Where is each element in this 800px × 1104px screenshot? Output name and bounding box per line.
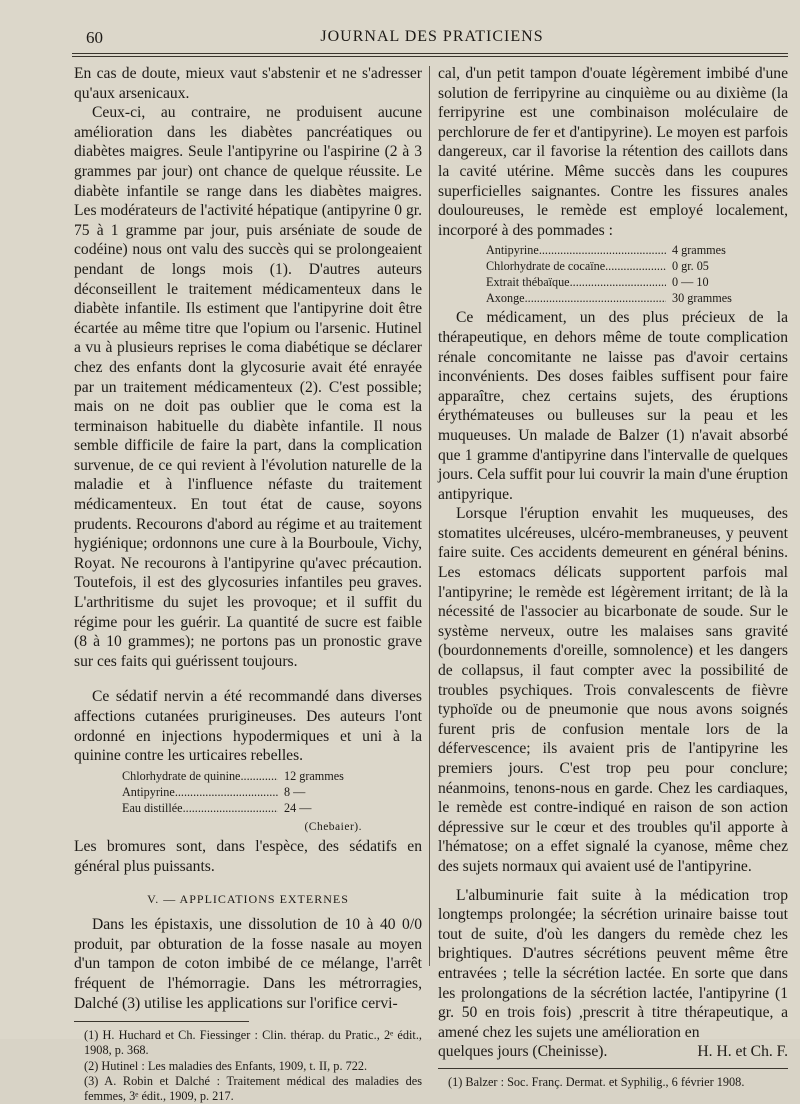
prescription-row	[122, 784, 362, 800]
prescription-right	[486, 242, 742, 306]
ingredient-name: Eau distillée	[122, 800, 183, 815]
ingredient-name: Chlorhydrate de cocaïne	[486, 259, 606, 274]
prescription-row	[486, 242, 742, 258]
paragraph: Ceux-ci, au contraire, ne produisent aucune amélioration dans les diabètes pancréatiques ou diabètes maigres. Seule l'antipyrine ou l'aspirine (2 à 3 grammes par jour) ont chance de quelque réussite. Le diabète infantile se range dans les diabètes maigres. Les modérateurs de l'activité hépatique (antipyrine 0 gr. 75 à 1 gramme par jour, puis arséniate de soude de codéine) nous ont valu des succès qui se prolongeaient pendant de longs mois (1). D'autres auteurs déconseillent le traitement médicamenteux dans le diabète infantile. Ils estiment que l'antipyrine doit être écartée au même titre que l'opium ou l'arsenic. Hutinel a vu à plusieurs reprises le coma diabétique se déclarer chez des enfants dont la glycosurie avait été enrayée par un traitement médicamenteux (2). C'est possible; mais on ne doit pas oublier que le coma est la terminaison habituelle du diabète infantile. Il nous semble difficile de faire la part, dans la complication survenue, de ce qui revient à l'évolution naturelle de la maladie et à l'influence néfaste du traitement médicamenteux. En tout état de cause, soyons prudents. Recourons d'abord au régime et au traitement hygiénique; ordonnons une cure à la Bourboule, Vichy, Royat. Ne recourons à l'antipyrine qu'avec précaution. Toutefois, il est des glycosuries infantiles peu graves. L'arthritisme du sujet les provoque; et il suffit du régime pour les guérir. La quantité de sucre est faible (8 à 10 grammes); ne portons pas un pronostic grave sur ces faits qui guérissent toujours.	[74, 104, 422, 670]
ingredient-name: Extrait thébaïque	[486, 275, 570, 290]
ingredient-qty: 12 grammes	[284, 768, 344, 783]
footnote: (3) A. Robin et Dalché : Traitement médical des maladies des femmes, 3ᵉ édit., 1909, p. 217.	[84, 1073, 422, 1103]
ingredient-qty: 8 —	[284, 784, 306, 799]
prescription-row	[122, 800, 362, 816]
ingredient-qty: 0 gr. 05	[672, 259, 709, 274]
ingredient-qty: 4 grammes	[672, 243, 726, 258]
page-header	[76, 28, 788, 56]
ingredient-name: Chlorhydrate de quinine	[122, 768, 241, 783]
left-column	[74, 64, 422, 1104]
prescription-left	[122, 768, 362, 816]
page-number: 60	[86, 28, 103, 47]
ingredient-qty: 30 grammes	[672, 291, 732, 306]
footnote: (2) Hutinel : Les maladies des Enfants, 1909, t. II, p. 722.	[84, 1058, 368, 1073]
header-rule	[72, 53, 788, 57]
ingredient-name: Antipyrine	[486, 243, 539, 258]
prescription-row	[486, 274, 742, 290]
footnote-rule	[74, 1021, 249, 1022]
paragraph: Lorsque l'éruption envahit les muqueuses, des stomatites ulcéreuses, ulcéro-membraneuses, y peuvent faire suite. Ces accidents demeurent en général bénins. Les estomacs délicats supportent parfois mal l'antipyrine; le remède est légèrement irritant; de là la nécessité de l'associer au bicarbonate de soude. Sur le système nerveux, outre les malaises sans gravité (bourdonnements d'oreille, somnolence) et les dangers de collapsus, il faut compter avec la possibilité de troubles psychiques. Trois convalescents de fièvre typhoïde ou de pneumonie que nous avons soignés furent pris de confusion mentale lors de la défervescence; ils avaient pris de l'antipyrine les premiers jours. C'est trop peu pour conclure; néanmoins, tenons-nous en garde. Chez les cardiaques, le remède est contre-indiqué en raison de son action dépressive sur le cœur et des troubles qu'il apporte à l'hématose; on a effet signalé la cyanose, même chez des sujets normaux qui avaient usé de l'antipyrine.	[438, 505, 788, 875]
ingredient-name: Antipyrine	[122, 784, 175, 799]
signature-line	[438, 1042, 788, 1062]
right-column	[438, 64, 788, 1090]
prescription-row	[486, 290, 742, 306]
journal-title: JOURNAL DES PRATICIENS	[320, 28, 544, 45]
closing-text: quelques jours (Cheinisse).	[438, 1043, 608, 1061]
footnotes	[74, 1028, 422, 1104]
footnote: (1) H. Huchard et Ch. Fiessinger : Clin. thérap. du Pratic., 2ᵉ édit., 1908, p. 368.	[84, 1028, 422, 1058]
ingredient-name: Axonge	[486, 291, 525, 306]
paragraph: L'albuminurie fait suite à la médication trop longtemps prolongée; la sécrétion urinaire baisse tout tout de suite, d'où les dangers du remède chez les brightiques. D'autres sécrétions peuvent même être entravées ; telle la sécrétion lactée. En sorte que dans les prolongations de la sécrétion lactée, l'antipyrine (1 gr. 50 en trois fois) ,prescrit à titre thérapeutique, a amené chez les sujets une amélioration en	[438, 886, 788, 1041]
paragraph: cal, d'un petit tampon d'ouate légèrement imbibé d'une solution de ferripyrine au cinquième ou au dixième (la ferripyrine est une combinaison moléculaire de perchlorure de fer et d'antipyrine). Le moyen est parfois dangereux, car il favorise la rétention des caillots dans la cavité utérine. Même succès dans les coupures superficielles saignantes. Contre les fissures anales douloureuses, le remède est employé localement, incorporé à des pommades :	[438, 65, 788, 239]
paragraph: Ce sédatif nervin a été recommandé dans diverses affections cutanées prurigineuses. Des auteurs l'ont ordonné en injections hypodermiques et uni à la quinine contre les urticaires rebelles.	[74, 688, 422, 765]
paragraph: En cas de doute, mieux vaut s'abstenir et ne s'adresser qu'aux arsenicaux.	[74, 65, 422, 102]
prescription-row	[486, 258, 742, 274]
recipe-author: (Chebaier).	[304, 820, 362, 833]
section-heading: V. — APPLICATIONS EXTERNES	[147, 891, 349, 906]
footnotes	[438, 1075, 788, 1090]
signature: H. H. et Ch. F.	[697, 1043, 788, 1061]
footnote: (1) Balzer : Soc. Franç. Dermat. et Syphilig., 6 février 1908.	[448, 1074, 745, 1089]
paragraph: Les bromures sont, dans l'espèce, des sédatifs en général plus puissants.	[74, 838, 422, 875]
prescription-row	[122, 768, 362, 784]
ingredient-qty: 0 — 10	[672, 275, 709, 290]
paragraph: Ce médicament, un des plus précieux de la thérapeutique, en dehors même de toute complication rénale concomitante ne laisse pas d'avoir certains inconvénients. Des doses faibles suffisent pour faire apparaître, chez certains sujets, des éruptions érythémateuses ou bulleuses sur la peau et les muqueuses. Un malade de Balzer (1) n'avait absorbé que 1 gramme d'antipyrine dans l'intervalle de quelques jours. Cela suffit pour lui couvrir la main d'une éruption antipyrique.	[438, 309, 788, 503]
column-divider	[429, 66, 430, 966]
footnote-rule	[438, 1068, 788, 1069]
ingredient-qty: 24 —	[284, 800, 312, 815]
paragraph: Dans les épistaxis, une dissolution de 10 à 40 0/0 produit, par obturation de la fosse nasale au moyen d'un tampon de coton imbibé de ce mélange, l'arrêt fréquent de l'hémorragie. Dans les métrorragies, Dalché (3) utilise les applications sur l'orifice cervi-	[74, 916, 422, 1012]
